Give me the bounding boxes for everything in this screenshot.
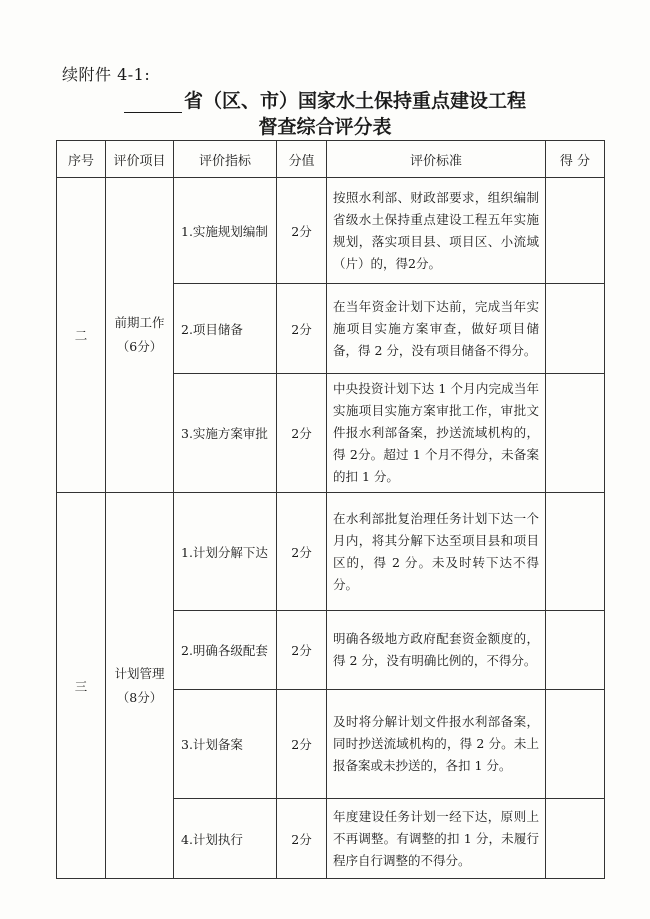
title-line-2: 督查综合评分表	[258, 116, 392, 138]
standard-cell: 中央投资计划下达 1 个月内完成当年实施项目实施方案审批工作，审批文件报水利部备案，抄送流域机构的，得 2分。超过 1 个月不得分，未备案的扣 1 分。	[327, 374, 546, 493]
col-header-seq: 序号	[57, 141, 106, 178]
score-cell: 2分	[277, 799, 327, 879]
indicator-cell: 2.明确各级配套	[174, 611, 277, 690]
table-row	[57, 493, 605, 611]
score-cell: 2分	[277, 611, 327, 690]
item-score: （8分）	[116, 689, 163, 705]
indicator-cell: 2.项目储备	[174, 284, 277, 374]
points-cell	[546, 493, 605, 611]
col-header-points: 得 分	[546, 141, 605, 178]
standard-cell: 在当年资金计划下达前，完成当年实施项目实施方案审查，做好项目储备，得 2 分，没有项目储备不得分。	[327, 284, 546, 374]
indicator-cell: 3.实施方案审批	[174, 374, 277, 493]
col-header-standard: 评价标准	[327, 141, 546, 178]
indicator-cell: 1.实施规划编制	[174, 178, 277, 284]
score-cell: 2分	[277, 178, 327, 284]
indicator-cell: 3.计划备案	[174, 690, 277, 799]
points-cell	[546, 374, 605, 493]
points-cell	[546, 611, 605, 690]
points-cell	[546, 690, 605, 799]
standard-cell: 明确各级地方政府配套资金额度的，得 2 分，没有明确比例的，不得分。	[327, 611, 546, 690]
province-blank	[124, 94, 182, 113]
standard-cell: 按照水利部、财政部要求，组织编制省级水土保持重点建设工程五年实施规划，落实项目县、项目区、小流域（片）的，得2分。	[327, 178, 546, 284]
standard-cell: 年度建设任务计划一经下达，原则上不再调整。有调整的扣 1 分，未履行程序自行调整的不得分。	[327, 799, 546, 879]
indicator-cell: 4.计划执行	[174, 799, 277, 879]
score-cell: 2分	[277, 374, 327, 493]
points-cell	[546, 178, 605, 284]
points-cell	[546, 799, 605, 879]
table-row	[57, 178, 605, 284]
col-header-item: 评价项目	[106, 141, 174, 178]
evaluation-table	[56, 140, 605, 879]
standard-cell: 在水利部批复治理任务计划下达一个月内，将其分解下达至项目县和项目区的，得 2 分。未及时转下达不得分。	[327, 493, 546, 611]
score-cell: 2分	[277, 493, 327, 611]
title-line-1	[0, 86, 650, 113]
item-cell	[106, 493, 174, 879]
score-cell: 2分	[277, 690, 327, 799]
indicator-cell: 1.计划分解下达	[174, 493, 277, 611]
header-row	[57, 141, 605, 178]
standard-cell: 及时将分解计划文件报水利部备案，同时抄送流域机构的，得 2 分。未上报备案或未抄送的，各扣 1 分。	[327, 690, 546, 799]
item-name: 前期工作	[114, 315, 165, 330]
col-header-indicator: 评价指标	[174, 141, 277, 178]
item-name: 计划管理	[114, 665, 165, 681]
col-header-score: 分值	[277, 141, 327, 178]
title-text-1: 省（区、市）国家水土保持重点建设工程	[183, 90, 526, 112]
seq-cell: 二	[57, 178, 106, 493]
score-cell: 2分	[277, 284, 327, 374]
seq-cell: 三	[57, 493, 106, 879]
item-score: （6分）	[116, 339, 163, 354]
points-cell	[546, 284, 605, 374]
item-cell	[106, 178, 174, 493]
attachment-label: 续附件 4-1:	[62, 65, 151, 84]
